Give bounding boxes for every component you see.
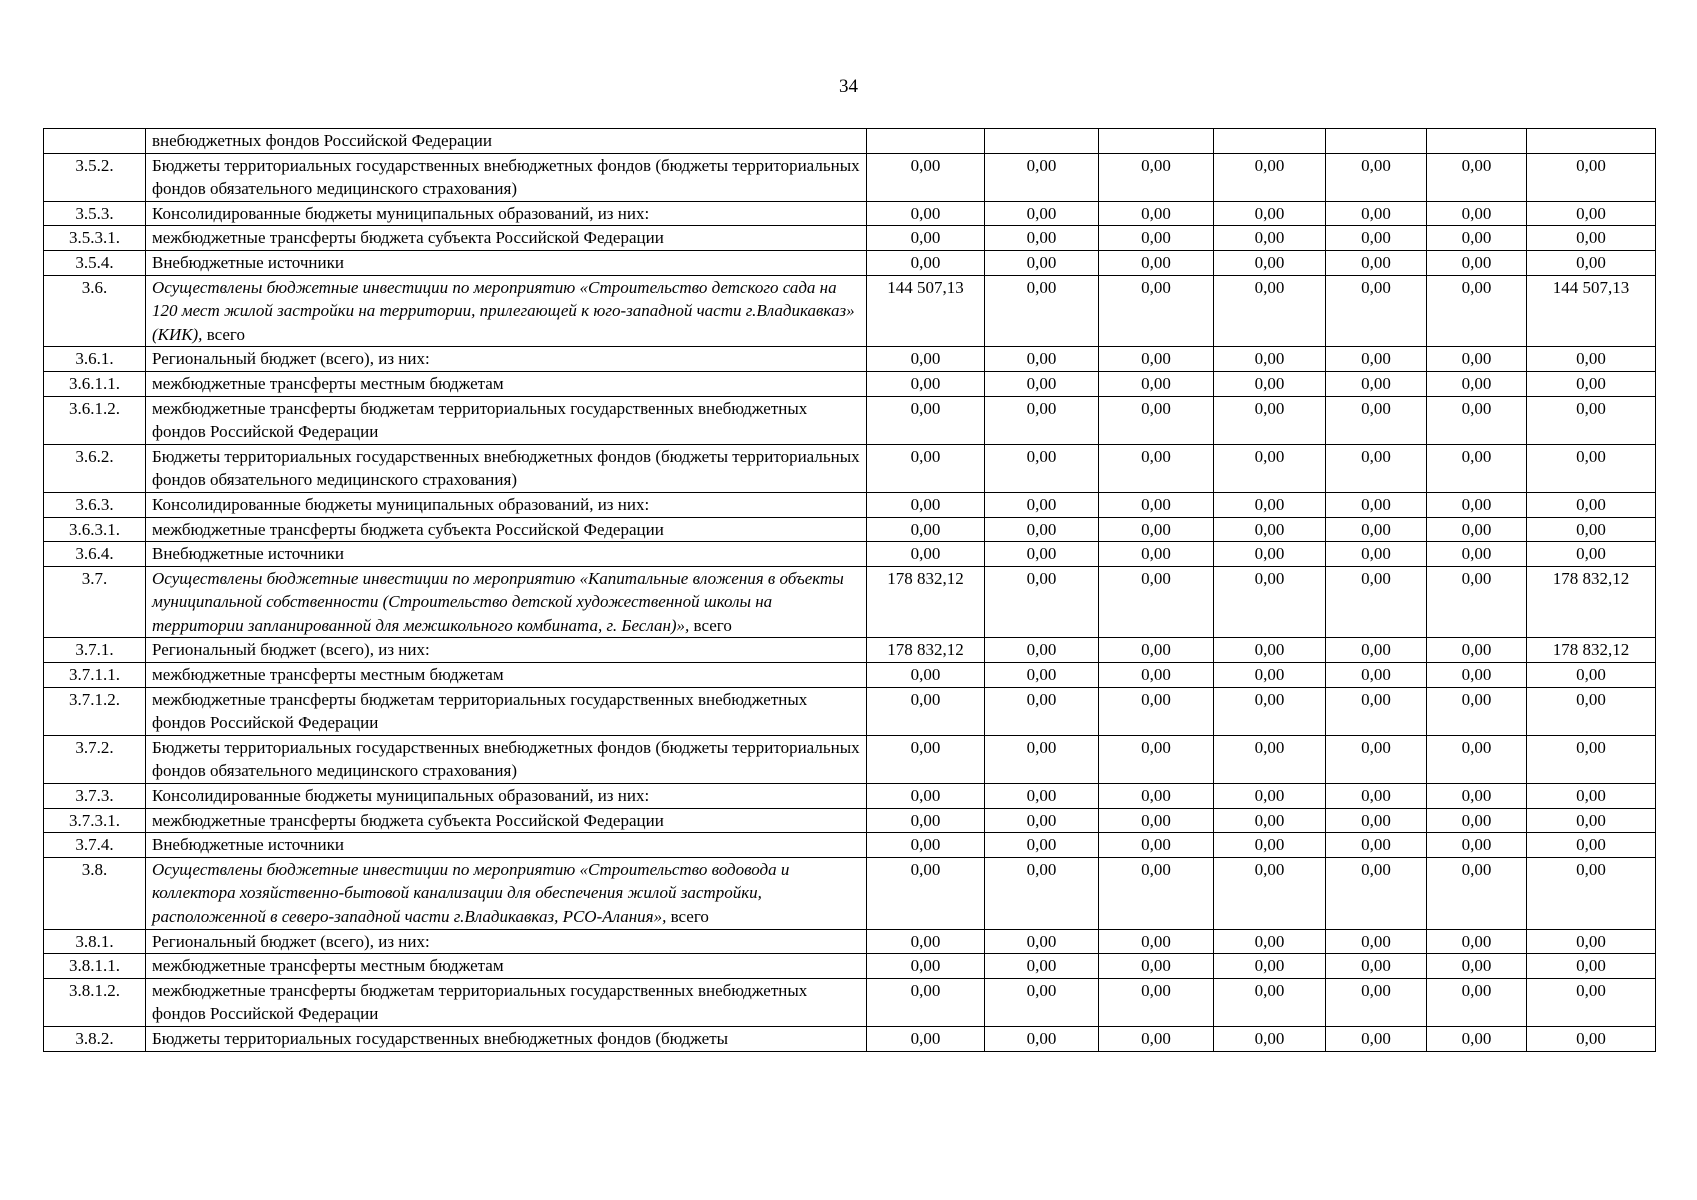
value-cell: 0,00: [1427, 566, 1527, 638]
description-cell: межбюджетные трансферты бюджета субъекта Российской Федерации: [146, 517, 867, 542]
value-cell: 0,00: [1427, 153, 1527, 201]
value-cell: 0,00: [1527, 347, 1656, 372]
value-cell: 0,00: [1214, 275, 1326, 347]
description-cell: Бюджеты территориальных государственных внебюджетных фондов (бюджеты территориальных фондов обязательного медицинского страхования): [146, 444, 867, 492]
value-cell: 0,00: [1527, 954, 1656, 979]
value-cell: 0,00: [1099, 275, 1214, 347]
value-cell: 0,00: [867, 954, 985, 979]
description-tail: всего: [689, 615, 732, 635]
value-cell: 0,00: [985, 492, 1099, 517]
table-row: [44, 250, 1656, 275]
value-cell: 0,00: [1214, 542, 1326, 567]
value-cell: 0,00: [1427, 784, 1527, 809]
value-cell: 0,00: [867, 857, 985, 929]
description-cell: Консолидированные бюджеты муниципальных образований, из них:: [146, 784, 867, 809]
value-cell: 0,00: [1099, 857, 1214, 929]
value-cell: 0,00: [1427, 857, 1527, 929]
value-cell: 0,00: [867, 153, 985, 201]
row-number-cell: 3.7.1.1.: [44, 663, 146, 688]
value-cell: 0,00: [1099, 663, 1214, 688]
description-cell: межбюджетные трансферты местным бюджетам: [146, 371, 867, 396]
value-cell: 144 507,13: [867, 275, 985, 347]
row-number-cell: 3.8.: [44, 857, 146, 929]
row-number-cell: 3.8.1.: [44, 929, 146, 954]
value-cell: 0,00: [1427, 542, 1527, 567]
value-cell: 0,00: [1326, 444, 1427, 492]
description-cell: межбюджетные трансферты бюджетам территориальных государственных внебюджетных фондов Российской Федерации: [146, 687, 867, 735]
row-number-cell: 3.6.1.2.: [44, 396, 146, 444]
value-cell: 0,00: [1326, 1026, 1427, 1051]
value-cell: 0,00: [867, 347, 985, 372]
table-row: [44, 444, 1656, 492]
value-cell: 0,00: [1326, 492, 1427, 517]
value-cell: 0,00: [1099, 444, 1214, 492]
value-cell: 0,00: [1214, 857, 1326, 929]
value-cell: 0,00: [1427, 954, 1527, 979]
row-number-cell: 3.6.4.: [44, 542, 146, 567]
row-number-cell: 3.7.1.: [44, 638, 146, 663]
description-tail: всего: [666, 907, 709, 926]
value-cell: 0,00: [1099, 978, 1214, 1026]
value-cell: 0,00: [985, 226, 1099, 251]
value-cell: 178 832,12: [867, 566, 985, 638]
value-cell: 0,00: [1427, 929, 1527, 954]
value-cell: 0,00: [1214, 929, 1326, 954]
row-number-cell: 3.6.1.1.: [44, 371, 146, 396]
description-cell: Консолидированные бюджеты муниципальных образований, из них:: [146, 492, 867, 517]
value-cell: 0,00: [1214, 1026, 1326, 1051]
value-cell: 0,00: [1099, 542, 1214, 567]
value-cell: [1427, 129, 1527, 154]
value-cell: 0,00: [985, 153, 1099, 201]
value-cell: [867, 129, 985, 154]
value-cell: 0,00: [1214, 663, 1326, 688]
value-cell: 0,00: [1326, 347, 1427, 372]
value-cell: 0,00: [1214, 954, 1326, 979]
value-cell: 0,00: [1214, 444, 1326, 492]
table-row: [44, 735, 1656, 783]
value-cell: 0,00: [1527, 517, 1656, 542]
row-number-cell: 3.7.2.: [44, 735, 146, 783]
row-number-cell: 3.7.4.: [44, 833, 146, 858]
value-cell: 0,00: [985, 857, 1099, 929]
value-cell: [1326, 129, 1427, 154]
value-cell: 0,00: [1214, 978, 1326, 1026]
table-row: [44, 638, 1656, 663]
value-cell: 0,00: [1326, 517, 1427, 542]
table-body: [44, 129, 1656, 1052]
value-cell: 0,00: [1427, 201, 1527, 226]
value-cell: 0,00: [1099, 250, 1214, 275]
table-row: [44, 687, 1656, 735]
value-cell: 0,00: [1099, 833, 1214, 858]
description-cell: межбюджетные трансферты бюджета субъекта Российской Федерации: [146, 226, 867, 251]
value-cell: 0,00: [1214, 735, 1326, 783]
value-cell: 0,00: [867, 1026, 985, 1051]
value-cell: 0,00: [867, 371, 985, 396]
value-cell: 0,00: [1099, 371, 1214, 396]
value-cell: 0,00: [1527, 226, 1656, 251]
row-number-cell: 3.5.3.1.: [44, 226, 146, 251]
value-cell: 0,00: [985, 954, 1099, 979]
value-cell: 0,00: [985, 250, 1099, 275]
value-cell: 0,00: [867, 250, 985, 275]
value-cell: 0,00: [867, 542, 985, 567]
value-cell: 0,00: [1527, 735, 1656, 783]
value-cell: 0,00: [1214, 201, 1326, 226]
value-cell: 0,00: [1527, 153, 1656, 201]
value-cell: 0,00: [867, 808, 985, 833]
description-cell: Региональный бюджет (всего), из них:: [146, 347, 867, 372]
value-cell: 0,00: [1099, 954, 1214, 979]
value-cell: 0,00: [1527, 833, 1656, 858]
table-row: [44, 808, 1656, 833]
table-row: [44, 857, 1656, 929]
description-cell: Региональный бюджет (всего), из них:: [146, 929, 867, 954]
value-cell: [985, 129, 1099, 154]
value-cell: 178 832,12: [1527, 566, 1656, 638]
value-cell: 0,00: [1099, 735, 1214, 783]
table-row: [44, 954, 1656, 979]
description-cell: Региональный бюджет (всего), из них:: [146, 638, 867, 663]
value-cell: 0,00: [1527, 492, 1656, 517]
value-cell: 0,00: [867, 201, 985, 226]
row-number-cell: 3.6.1.: [44, 347, 146, 372]
table-row: [44, 784, 1656, 809]
value-cell: 0,00: [1427, 638, 1527, 663]
value-cell: 0,00: [867, 517, 985, 542]
value-cell: 0,00: [1214, 226, 1326, 251]
table-row: [44, 517, 1656, 542]
value-cell: 0,00: [1326, 542, 1427, 567]
value-cell: 0,00: [867, 833, 985, 858]
value-cell: 0,00: [1326, 663, 1427, 688]
value-cell: 0,00: [1326, 566, 1427, 638]
value-cell: 0,00: [985, 444, 1099, 492]
value-cell: 0,00: [1326, 735, 1427, 783]
value-cell: 0,00: [1326, 833, 1427, 858]
table-row: [44, 566, 1656, 638]
value-cell: 0,00: [1427, 444, 1527, 492]
value-cell: 0,00: [1427, 492, 1527, 517]
value-cell: 0,00: [1527, 444, 1656, 492]
description-cell: Бюджеты территориальных государственных внебюджетных фондов (бюджеты территориальных фондов обязательного медицинского страхования): [146, 153, 867, 201]
row-number-cell: 3.6.: [44, 275, 146, 347]
value-cell: 0,00: [1214, 566, 1326, 638]
value-cell: 0,00: [985, 978, 1099, 1026]
value-cell: 0,00: [1427, 808, 1527, 833]
row-number-cell: 3.8.1.1.: [44, 954, 146, 979]
value-cell: 0,00: [1326, 226, 1427, 251]
value-cell: 0,00: [1099, 784, 1214, 809]
value-cell: 0,00: [867, 226, 985, 251]
value-cell: 0,00: [985, 566, 1099, 638]
table-row: [44, 226, 1656, 251]
value-cell: 0,00: [1326, 275, 1427, 347]
row-number-cell: 3.7.1.2.: [44, 687, 146, 735]
table-row: [44, 1026, 1656, 1051]
value-cell: 0,00: [1214, 687, 1326, 735]
value-cell: 0,00: [985, 517, 1099, 542]
value-cell: 0,00: [1326, 250, 1427, 275]
value-cell: 0,00: [1326, 153, 1427, 201]
value-cell: 0,00: [1099, 929, 1214, 954]
value-cell: 0,00: [985, 542, 1099, 567]
description-cell: Бюджеты территориальных государственных внебюджетных фондов (бюджеты территориальных фондов обязательного медицинского страхования): [146, 735, 867, 783]
value-cell: 0,00: [1427, 978, 1527, 1026]
row-number-cell: 3.7.3.1.: [44, 808, 146, 833]
value-cell: 0,00: [985, 1026, 1099, 1051]
value-cell: 0,00: [1427, 517, 1527, 542]
table-row: [44, 542, 1656, 567]
value-cell: 0,00: [1427, 275, 1527, 347]
row-number-cell: 3.8.2.: [44, 1026, 146, 1051]
description-cell: [146, 275, 867, 347]
table-row: [44, 347, 1656, 372]
value-cell: 0,00: [985, 735, 1099, 783]
value-cell: 0,00: [1427, 735, 1527, 783]
value-cell: 0,00: [1527, 371, 1656, 396]
value-cell: 0,00: [1099, 566, 1214, 638]
value-cell: 0,00: [1214, 371, 1326, 396]
value-cell: 0,00: [1527, 396, 1656, 444]
value-cell: 0,00: [985, 201, 1099, 226]
value-cell: 0,00: [1427, 226, 1527, 251]
value-cell: 0,00: [1427, 1026, 1527, 1051]
value-cell: 0,00: [1214, 153, 1326, 201]
row-number-cell: 3.5.2.: [44, 153, 146, 201]
value-cell: 0,00: [1427, 347, 1527, 372]
row-number-cell: 3.7.: [44, 566, 146, 638]
table-row: [44, 275, 1656, 347]
value-cell: 0,00: [1099, 347, 1214, 372]
value-cell: 0,00: [1326, 857, 1427, 929]
table-row: [44, 929, 1656, 954]
value-cell: 0,00: [1326, 784, 1427, 809]
value-cell: 0,00: [1427, 250, 1527, 275]
value-cell: 0,00: [1214, 347, 1326, 372]
budget-table: [43, 128, 1656, 1052]
value-cell: 0,00: [867, 929, 985, 954]
value-cell: 178 832,12: [1527, 638, 1656, 663]
row-number-cell: 3.5.4.: [44, 250, 146, 275]
value-cell: 0,00: [1214, 250, 1326, 275]
value-cell: 0,00: [1326, 954, 1427, 979]
value-cell: 0,00: [1326, 371, 1427, 396]
value-cell: 0,00: [1099, 1026, 1214, 1051]
value-cell: 0,00: [1099, 201, 1214, 226]
description-cell: Внебюджетные источники: [146, 542, 867, 567]
row-number-cell: 3.7.3.: [44, 784, 146, 809]
value-cell: 0,00: [1214, 492, 1326, 517]
description-cell: межбюджетные трансферты местным бюджетам: [146, 954, 867, 979]
value-cell: 0,00: [867, 784, 985, 809]
description-cell: Бюджеты территориальных государственных внебюджетных фондов (бюджеты: [146, 1026, 867, 1051]
value-cell: 0,00: [1099, 808, 1214, 833]
table-row: [44, 663, 1656, 688]
description-text: Осуществлены бюджетные инвестиции по мероприятию «Капитальные вложения в объекты муниципальной собственности (Строительство детской художественной школы на территории запланированной для межшкольного комбината, г. Беслан)»,: [152, 568, 844, 635]
value-cell: 0,00: [1326, 929, 1427, 954]
value-cell: 0,00: [1527, 663, 1656, 688]
description-cell: внебюджетных фондов Российской Федерации: [146, 129, 867, 154]
value-cell: 0,00: [1099, 517, 1214, 542]
description-cell: [146, 857, 867, 929]
value-cell: 0,00: [1214, 396, 1326, 444]
value-cell: 0,00: [867, 444, 985, 492]
value-cell: 0,00: [1214, 784, 1326, 809]
value-cell: 0,00: [1099, 687, 1214, 735]
table-row: [44, 153, 1656, 201]
value-cell: 0,00: [1527, 857, 1656, 929]
value-cell: 0,00: [1326, 687, 1427, 735]
value-cell: 0,00: [1427, 663, 1527, 688]
value-cell: 0,00: [1099, 396, 1214, 444]
value-cell: 0,00: [985, 663, 1099, 688]
table-row: [44, 201, 1656, 226]
description-tail: всего: [202, 324, 245, 344]
value-cell: 0,00: [1326, 978, 1427, 1026]
value-cell: 0,00: [1214, 517, 1326, 542]
value-cell: 0,00: [985, 371, 1099, 396]
value-cell: 0,00: [1527, 250, 1656, 275]
value-cell: 0,00: [985, 638, 1099, 663]
value-cell: 0,00: [1527, 978, 1656, 1026]
value-cell: 0,00: [1527, 201, 1656, 226]
page-number: 34: [839, 76, 858, 97]
value-cell: 0,00: [867, 663, 985, 688]
table-row: [44, 396, 1656, 444]
value-cell: 0,00: [867, 978, 985, 1026]
row-number-cell: 3.6.2.: [44, 444, 146, 492]
value-cell: [1527, 129, 1656, 154]
value-cell: 0,00: [1099, 638, 1214, 663]
value-cell: 0,00: [1527, 687, 1656, 735]
value-cell: 0,00: [985, 275, 1099, 347]
value-cell: 178 832,12: [867, 638, 985, 663]
description-cell: [146, 566, 867, 638]
value-cell: 0,00: [1214, 808, 1326, 833]
row-number-cell: 3.5.3.: [44, 201, 146, 226]
value-cell: 0,00: [1427, 687, 1527, 735]
value-cell: 0,00: [867, 396, 985, 444]
description-cell: Внебюджетные источники: [146, 833, 867, 858]
value-cell: [1214, 129, 1326, 154]
value-cell: 0,00: [1326, 396, 1427, 444]
description-cell: межбюджетные трансферты бюджетам территориальных государственных внебюджетных фондов Российской Федерации: [146, 978, 867, 1026]
value-cell: 0,00: [985, 808, 1099, 833]
table-row: [44, 492, 1656, 517]
description-text: Осуществлены бюджетные инвестиции по мероприятию «Строительство детского сада на 120 мест жилой застройки на территории, прилегающей к юго-западной части г.Владикавказ» (КИК),: [152, 277, 855, 344]
description-cell: межбюджетные трансферты местным бюджетам: [146, 663, 867, 688]
value-cell: 0,00: [985, 347, 1099, 372]
value-cell: 0,00: [985, 687, 1099, 735]
table-row: [44, 129, 1656, 154]
description-cell: межбюджетные трансферты бюджета субъекта Российской Федерации: [146, 808, 867, 833]
table-row: [44, 371, 1656, 396]
value-cell: 0,00: [867, 492, 985, 517]
value-cell: 0,00: [1527, 784, 1656, 809]
value-cell: 0,00: [1326, 638, 1427, 663]
table-row: [44, 978, 1656, 1026]
value-cell: 0,00: [1326, 808, 1427, 833]
row-number-cell: 3.6.3.1.: [44, 517, 146, 542]
value-cell: 0,00: [1214, 638, 1326, 663]
value-cell: 0,00: [1427, 371, 1527, 396]
value-cell: 0,00: [985, 784, 1099, 809]
value-cell: 0,00: [1427, 833, 1527, 858]
description-cell: межбюджетные трансферты бюджетам территориальных государственных внебюджетных фондов Российской Федерации: [146, 396, 867, 444]
value-cell: 0,00: [1099, 226, 1214, 251]
value-cell: 0,00: [1527, 808, 1656, 833]
value-cell: 144 507,13: [1527, 275, 1656, 347]
value-cell: 0,00: [1527, 1026, 1656, 1051]
value-cell: 0,00: [1427, 396, 1527, 444]
value-cell: 0,00: [1527, 542, 1656, 567]
value-cell: 0,00: [985, 396, 1099, 444]
value-cell: 0,00: [867, 735, 985, 783]
value-cell: [1099, 129, 1214, 154]
value-cell: 0,00: [1099, 153, 1214, 201]
description-text: Осуществлены бюджетные инвестиции по мероприятию «Строительство водовода и коллектора хозяйственно-бытовой канализации для обеспечения жилой застройки, расположенной в северо-западной части г.Владикавказ, РСО-Алания»,: [152, 859, 790, 926]
value-cell: 0,00: [985, 929, 1099, 954]
value-cell: 0,00: [1099, 492, 1214, 517]
value-cell: 0,00: [867, 687, 985, 735]
value-cell: 0,00: [1214, 833, 1326, 858]
value-cell: 0,00: [1326, 201, 1427, 226]
value-cell: 0,00: [1527, 929, 1656, 954]
row-number-cell: [44, 129, 146, 154]
row-number-cell: 3.8.1.2.: [44, 978, 146, 1026]
description-cell: Внебюджетные источники: [146, 250, 867, 275]
row-number-cell: 3.6.3.: [44, 492, 146, 517]
description-cell: Консолидированные бюджеты муниципальных образований, из них:: [146, 201, 867, 226]
value-cell: 0,00: [985, 833, 1099, 858]
table-row: [44, 833, 1656, 858]
